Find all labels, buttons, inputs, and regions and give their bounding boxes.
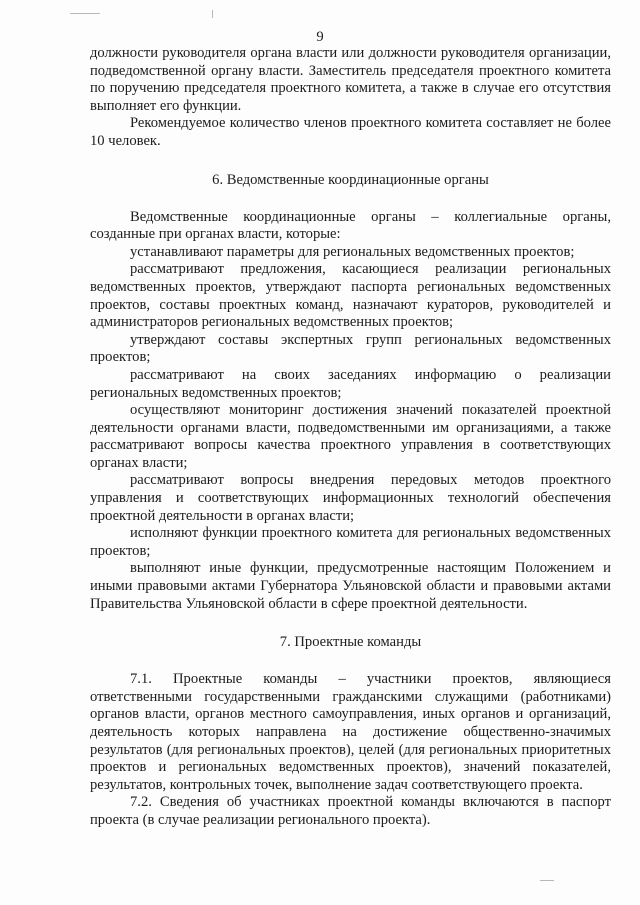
paragraph: должности руководителя органа власти или должности руководителя организации, подведомственной органу власти. Заместитель председателя проектного комитета по поручению председателя проектного комитета, а также в случае его отсутствия выполняет его функции. <box>90 45 611 114</box>
paragraph: рассматривают на своих заседаниях информацию о реализации региональных ведомственных проектов; <box>90 366 611 401</box>
paragraph: Рекомендуемое количество членов проектного комитета составляет не более 10 человек. <box>90 115 611 149</box>
scan-mark-top <box>70 13 100 14</box>
paragraph: выполняют иные функции, предусмотренные настоящим Положением и иными правовыми актами Губернатора Ульяновской области и правовыми актами Правительства Ульяновской области в сфере проектной деятельности. <box>90 560 611 612</box>
paragraph: исполняют функции проектного комитета для региональных ведомственных проектов; <box>90 525 611 559</box>
paragraph: Ведомственные координационные органы – коллегиальные органы, созданные при органах власти, которые: <box>90 208 611 243</box>
section-heading: 6. Ведомственные координационные органы <box>212 171 489 188</box>
document-body <box>90 45 611 830</box>
scan-mark-top-right <box>212 10 213 18</box>
paragraph: устанавливают параметры для региональных ведомственных проектов; <box>130 243 575 260</box>
paragraph: рассматривают вопросы внедрения передовых методов проектного управления и соответствующих информационных технологий обеспечения проектной деятельности в органах власти; <box>90 472 611 524</box>
paragraph: 7.2. Сведения об участниках проектной команды включаются в паспорт проекта (в случае реализации регионального проекта). <box>90 794 611 828</box>
paragraph: осуществляют мониторинг достижения значений показателей проектной деятельности органами власти, подведомственными им организациями, а также рассматривают вопросы качества проектного управления в соответствующих органах власти; <box>90 402 611 471</box>
scan-mark-bottom <box>540 880 554 881</box>
section-heading: 7. Проектные команды <box>279 634 422 651</box>
paragraph: утверждают составы экспертных групп региональных ведомственных проектов; <box>90 331 611 366</box>
page-number: 9 <box>316 29 324 45</box>
paragraph: 7.1. Проектные команды – участники проектов, являющиеся ответственными государственными гражданскими служащими (работниками) органов власти, органов местного самоуправления, иных органов и организаций, деятельность которых направлена на достижение общественно-значимых результатов (для региональных проектов), целей (для региональных приоритетных проектов и региональных ведомственных проектов), значений показателей, результатов, контрольных точек, выполнение задач соответствующего проекта. <box>90 671 611 793</box>
paragraph: рассматривают предложения, касающиеся реализации региональных ведомственных проектов, утверждают паспорта региональных ведомственных проектов, составы проектных команд, назначают кураторов, руководителей и администраторов региональных ведомственных проектов; <box>90 261 611 331</box>
